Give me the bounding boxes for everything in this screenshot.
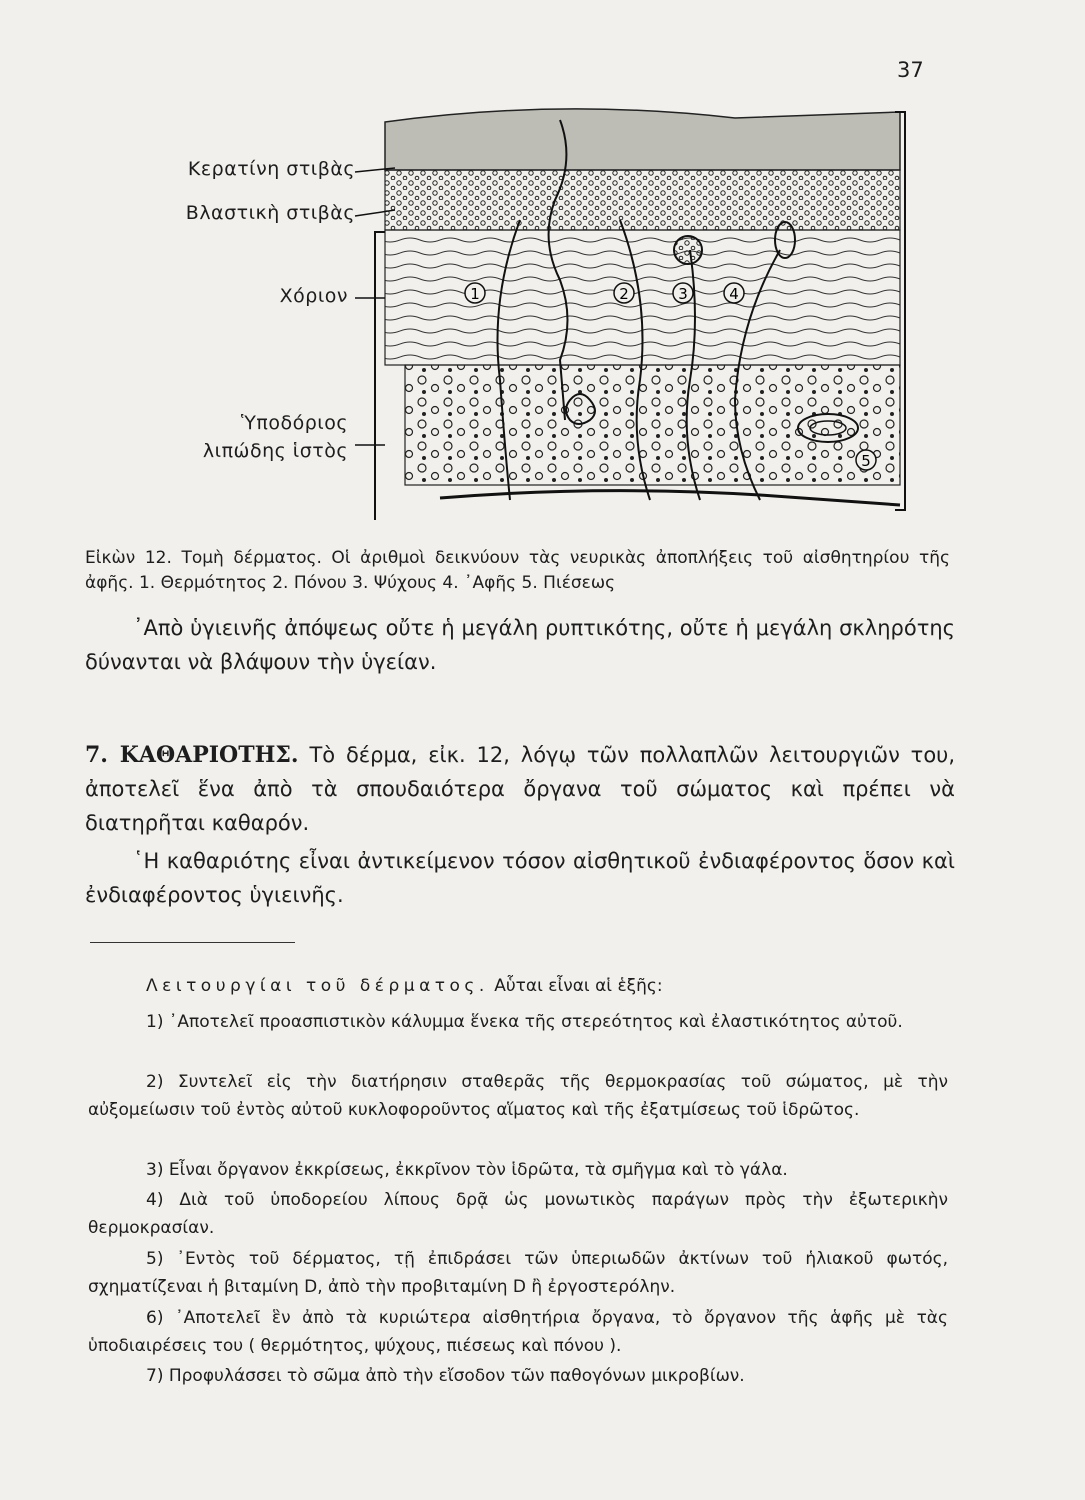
marker-1-label: 1 — [470, 285, 480, 303]
label-basal-layer: Βλαστικὴ στιβὰς — [185, 202, 355, 224]
footnote-title: Λειτουργίαι τοῦ δέρματος. — [146, 976, 489, 996]
cleanliness-paragraph: ῾Η καθαριότης εἶναι ἀντικείμενον τόσον αἰσθητικοῦ ἐνδιαφέροντος ὅσον καὶ ἐνδιαφέροντος ὑγιεινῆς. — [85, 849, 955, 907]
marker-4-label: 4 — [729, 285, 739, 303]
page-number: 37 — [897, 58, 924, 82]
footnote-heading — [88, 972, 948, 1000]
label-keratin-layer: Κερατίνη στιβὰς — [187, 158, 355, 180]
label-chorion: Χόριον — [279, 285, 348, 307]
label-hypodermis-1: Ὑποδόριος — [241, 412, 348, 434]
marker-5-label: 5 — [861, 452, 871, 470]
label-hypodermis-2: λιπώδης ἱστὸς — [202, 440, 348, 462]
section-text: Τὸ δέρμα, εἰκ. 12, λόγῳ τῶν πολλαπλῶν λειτουργιῶν του, ἀποτελεῖ ἕνα ἀπὸ τὰ σπουδαιότερα ὄργανα τοῦ σώματος καὶ πρέπει νὰ διατηρῆται καθαρόν. — [85, 743, 955, 835]
hygiene-paragraph: ᾿Απὸ ὑγιεινῆς ἀπόψεως οὔτε ἡ μεγάλη ρυπτικότης, οὔτε ἡ μεγάλη σκληρότης δύνανται νὰ βλάψουν τὴν ὑγείαν. — [85, 616, 955, 674]
figure-caption: Εἰκὼν 12. Τομὴ δέρματος. Οἱ ἀριθμοὶ δεικνύουν τὰς νευρικὰς ἀποπλήξεις τοῦ αἰσθητηρίου τῆς ἀφῆς. 1. Θερμότητος 2. Πόνου 3. Ψύχους 4. ᾿Αφῆς 5. Πιέσεως — [85, 548, 950, 593]
skin-section-figure — [0, 0, 1085, 540]
footnote-item: 3) Εἶναι ὄργανον ἐκκρίσεως, ἐκκρῖνον τὸν ἱδρῶτα, τὰ σμῆγμα καὶ τὸ γάλα. — [146, 1160, 788, 1180]
marker-3-label: 3 — [678, 285, 688, 303]
section-heading: 7. ΚΑΘΑΡΙΟΤΗΣ. — [85, 742, 299, 768]
marker-2-label: 2 — [619, 285, 629, 303]
footnote-item: 2) Συντελεῖ εἰς τὴν διατήρησιν σταθερᾶς τῆς θερμοκρασίας τοῦ σώματος, μὲ τὴν αὐξομείωσιν τοῦ ἐντὸς αὐτοῦ κυκλοφοροῦντος αἵματος καὶ τῆς ἐξατμίσεως τοῦ ἱδρῶτος. — [88, 1072, 948, 1120]
footnote-intro: Αὗται εἶναι αἱ ἑξῆς: — [494, 976, 663, 996]
footnote-item: 7) Προφυλάσσει τὸ σῶμα ἀπὸ τὴν εἴσοδον τῶν παθογόνων μικροβίων. — [146, 1366, 745, 1386]
footnote-item: 6) ᾿Αποτελεῖ ἓν ἀπὸ τὰ κυριώτερα αἰσθητήρια ὄργανα, τὸ ὄργανον τῆς ἁφῆς μὲ τὰς ὑποδιαιρέσεις του ( θερμότητος, ψύχους, πιέσεως καὶ πόνου ). — [88, 1308, 948, 1356]
footnote-item: 5) ᾿Εντὸς τοῦ δέρματος, τῇ ἐπιδράσει τῶν ὑπεριωδῶν ἀκτίνων τοῦ ἡλιακοῦ φωτός, σχηματίζεναι ἡ βιταμίνη D, ἀπὸ τὴν προβιταμίνη D ἢ ἐργοστερόλην. — [88, 1249, 948, 1297]
cleanliness-section — [85, 738, 955, 840]
footnote-item: 4) Διὰ τοῦ ὑποδορείου λίπους δρᾷ ὡς μονωτικὸς παράγων πρὸς τὴν ἐξωτερικὴν θερμοκρασίαν. — [88, 1190, 948, 1238]
footnote-item: 1) ᾿Αποτελεῖ προασπιστικὸν κάλυμμα ἕνεκα τῆς στερεότητος καὶ ἐλαστικότητος αὐτοῦ. — [146, 1012, 903, 1032]
footnote-divider — [90, 942, 295, 943]
